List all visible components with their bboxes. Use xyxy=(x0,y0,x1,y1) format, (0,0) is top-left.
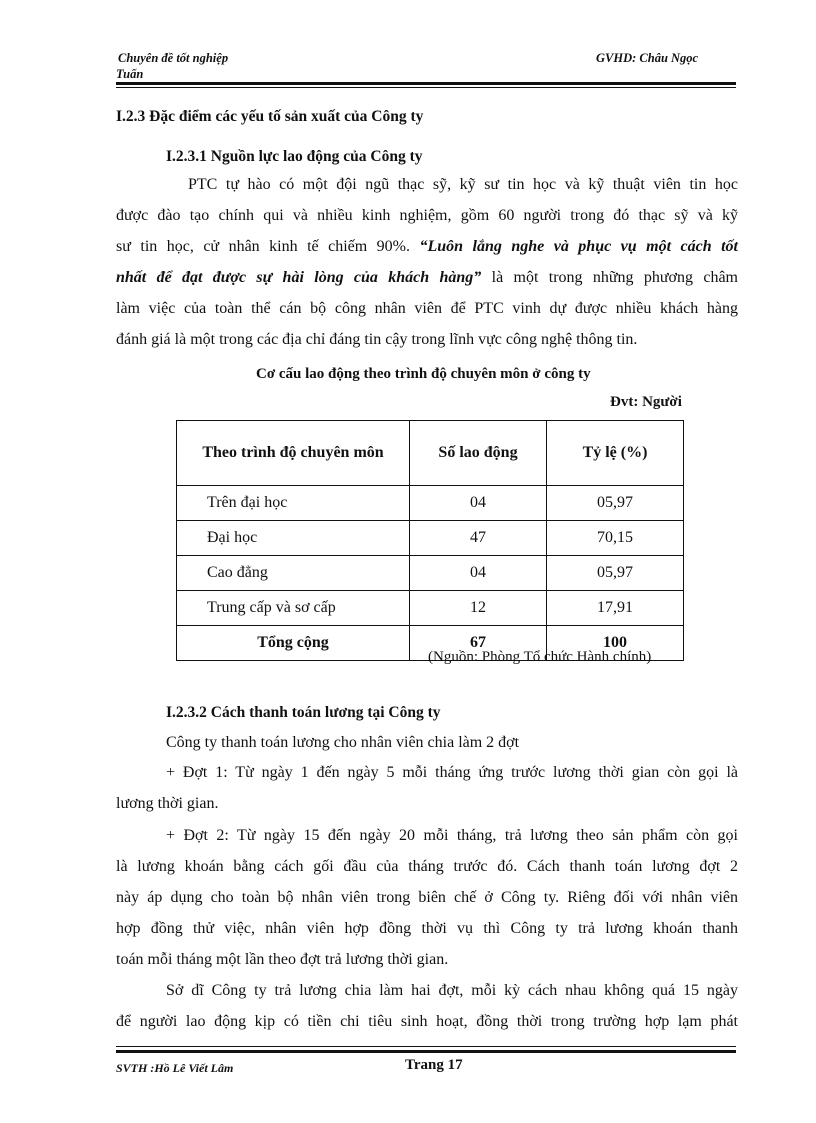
para3-line2: để người lao động kịp có tiền chi tiêu sinh hoạt, đồng thời trong trường hợp lạm phát xyxy=(116,1013,738,1030)
para1-line1: PTC tự hào có một đội ngũ thạc sỹ, kỹ sư tin học và kỹ thuật viên tin học xyxy=(188,176,738,193)
cell-ratio: 17,91 xyxy=(547,591,684,626)
section-title: I.2.3 Đặc điểm các yếu tố sản xuất của Công ty xyxy=(116,108,424,125)
cell-level: Cao đẳng xyxy=(177,556,410,591)
footer-page-number: Trang 17 xyxy=(405,1057,463,1073)
header-supervisor-continued: Tuấn xyxy=(116,67,144,81)
cell-level: Trên đại học xyxy=(177,486,410,521)
col-header-ratio: Tỷ lệ (%) xyxy=(547,421,684,486)
header-supervisor: GVHD: Châu Ngọc xyxy=(596,51,699,65)
para1-line3: sư tin học, cử nhân kinh tế chiếm 90%. xyxy=(116,238,420,255)
cell-total-ratio: 100 xyxy=(547,626,684,661)
period2-line1: + Đợt 2: Từ ngày 15 đến ngày 20 mỗi tháng, trả lương theo sản phẩm còn gọi xyxy=(166,827,738,844)
payment-intro: Công ty thanh toán lương cho nhân viên chia làm 2 đợt xyxy=(166,734,520,751)
table-unit: Đvt: Người xyxy=(610,394,682,410)
cell-total-label: Tổng cộng xyxy=(177,626,410,661)
table-row xyxy=(177,521,684,556)
subsection-title-1: I.2.3.1 Nguồn lực lao động của Công ty xyxy=(166,148,423,165)
col-header-level: Theo trình độ chuyên môn xyxy=(177,421,410,486)
col-header-count: Số lao động xyxy=(410,421,547,486)
header-rule-thin xyxy=(116,87,736,88)
cell-level: Đại học xyxy=(177,521,410,556)
table-row xyxy=(177,486,684,521)
period2-line3: này áp dụng cho toàn bộ nhân viên trong biên chế ở Công ty. Riêng đối với nhân viên xyxy=(116,889,738,906)
cell-ratio: 70,15 xyxy=(547,521,684,556)
cell-ratio: 05,97 xyxy=(547,556,684,591)
table-header-row xyxy=(177,421,684,486)
header-rule-thick xyxy=(116,82,736,85)
table-row xyxy=(177,556,684,591)
para1-line6: đánh giá là một trong các địa chỉ đáng tin cậy trong lĩnh vực công nghệ thông tin. xyxy=(116,331,638,348)
cell-count: 04 xyxy=(410,556,547,591)
subsection-title-2: I.2.3.2 Cách thanh toán lương tại Công ty xyxy=(166,704,441,721)
table-caption: Cơ cấu lao động theo trình độ chuyên môn ở công ty xyxy=(256,366,591,382)
slogan-part1: “Luôn lắng nghe và phục vụ một cách tốt xyxy=(419,238,738,255)
labor-structure-table xyxy=(176,420,684,661)
cell-count: 47 xyxy=(410,521,547,556)
header-course-title: Chuyên đề tốt nghiệp xyxy=(118,51,229,65)
period1-line1: + Đợt 1: Từ ngày 1 đến ngày 5 mỗi tháng ứng trước lương thời gian còn gọi là xyxy=(166,764,738,781)
period2-line2: là lương khoán bằng cách gối đầu của tháng trước đó. Cách thanh toán lương đợt 2 xyxy=(116,858,738,875)
para1-line4: là một trong những phương châm xyxy=(481,269,738,286)
period1-line2: lương thời gian. xyxy=(116,795,219,812)
cell-total-count: 67 xyxy=(410,626,547,661)
para1-line5: làm việc của toàn thể cán bộ công nhân viên để PTC vinh dự được nhiều khách hàng xyxy=(116,300,738,317)
slogan-part2: nhất để đạt được sự hài lòng của khách hàng” xyxy=(116,269,482,286)
table-source: (Nguồn: Phòng Tổ chức Hành chính) xyxy=(428,649,652,665)
para1-line2: được đào tạo chính qui và nhiều kinh nghiệm, gồm 60 người trong đó thạc sỹ và kỹ xyxy=(116,207,738,224)
footer-rule-thin xyxy=(116,1046,736,1047)
para3-line1: Sở dĩ Công ty trả lương chia làm hai đợt, mỗi kỳ cách nhau không quá 15 ngày xyxy=(166,982,738,999)
period2-line5: toán mỗi tháng một lần theo đợt trả lương thời gian. xyxy=(116,951,449,968)
table-row xyxy=(177,591,684,626)
cell-count: 12 xyxy=(410,591,547,626)
period2-line4: hợp đồng thử việc, nhân viên hợp đồng thời vụ thì Công ty trả lương khoán thanh xyxy=(116,920,738,937)
footer-author: SVTH :Hồ Lê Viết Lâm xyxy=(116,1061,234,1075)
footer-rule-thick xyxy=(116,1050,736,1053)
cell-ratio: 05,97 xyxy=(547,486,684,521)
cell-level: Trung cấp và sơ cấp xyxy=(177,591,410,626)
cell-count: 04 xyxy=(410,486,547,521)
